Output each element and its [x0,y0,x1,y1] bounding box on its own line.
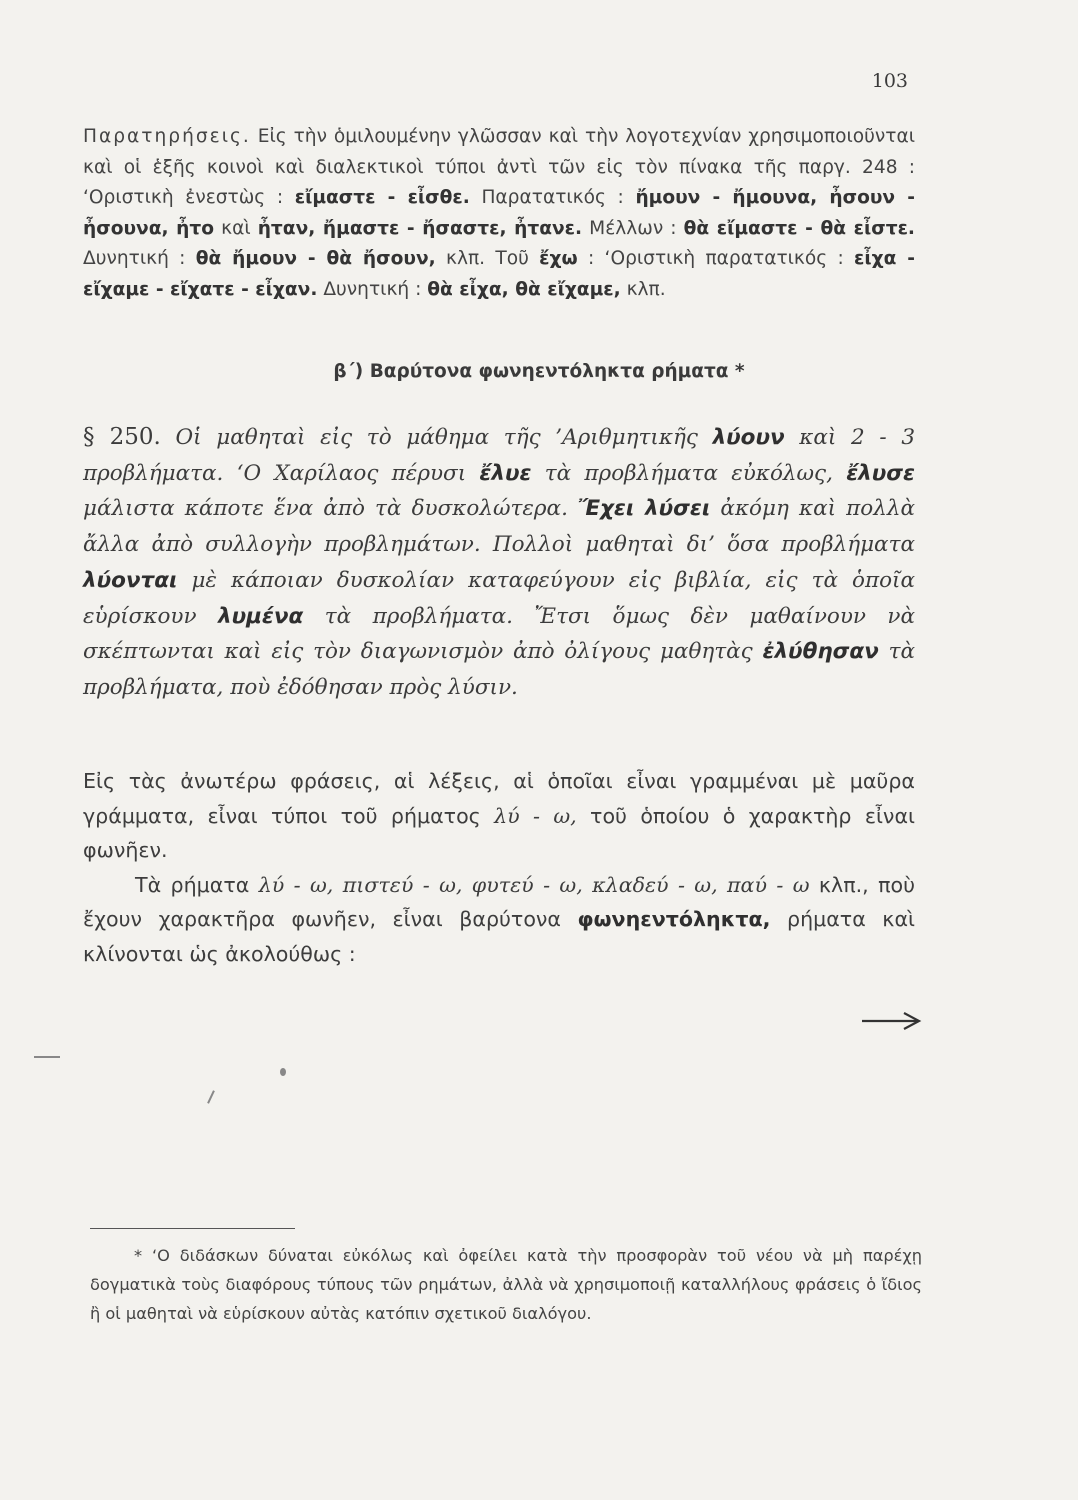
explanation-text: τοῦ ὁποίου ὁ χαρακτὴρ εἶναι φωνῆεν. [83,803,915,862]
verb-example: λύ - ω, [494,803,577,828]
observations-text: Εἰς τὴν ὁμιλουμένην γλῶσσαν καὶ τὴν λογοτεχνίαν χρησιμοποιοῦνται καὶ οἱ ἑξῆς κοινοὶ καὶ διαλεκτικοὶ τύποι ἀντὶ τῶν εἰς τὸν πίνακα τῆς παργ. 248 : ‘Οριστικὴ ἐνεστὼς : [83,126,915,208]
paragraph-text: τὰ προβλήματα. Ἔτσι ὅμως δὲν μαθαίνουν νὰ σκέπτωνται καὶ εἰς τὸν διαγωνισμὸν ἀπὸ ὀλίγους μαθητὰς [83,603,916,665]
bold-form: εἶχα - εἴχαμε - εἴχατε - εἶχαν. [83,248,915,300]
bold-term: φωνηεντόληκτα, [577,907,771,931]
explanation-text: Τὰ ρήματα [135,872,259,897]
bold-form: ἤμουν - ἤμουνα, ἦσουν - ἦσουνα, ἦτο [83,187,915,239]
right-arrow-icon [860,1010,922,1032]
explanation-text: ρήματα καὶ κλίνονται ὡς ἀκολούθως : [83,907,915,966]
verb-form: ἐλύθησαν [762,639,879,665]
observations-text: Μέλλων : [582,217,684,239]
observations-paragraph [83,122,915,305]
observations-text: Παρατατικός : [469,187,636,208]
paragraph-text: μὲ κάποιαν δυσκολίαν καταφεύγουν εἰς βιβλία, εἰς τὰ ὁποῖα εὑρίσκουν [83,567,915,629]
footnote: * ‘Ο διδάσκων δύναται εὐκόλως καὶ ὀφείλει κατὰ τὴν προσφορὰν τοῦ νέου νὰ μὴ παρέχῃ δογματικὰ τοὺς διαφόρους τύπους τῶν ρημάτων, ἀλλὰ νὰ χρησιμοποιῇ καταλλήλους φράσεις ὁ ἴδιος ἢ οἱ μαθηταὶ νὰ εὑρίσκουν αὐτὰς κατόπιν σχετικοῦ διαλόγου. [90,1246,922,1323]
observations-text: Δυνητική : [83,248,196,269]
scan-speck [280,1068,286,1076]
explanation-text: Εἰς τὰς ἀνωτέρω φράσεις, αἱ λέξεις, αἱ ὁποῖαι εἶναι γραμμέναι μὲ μαῦρα γράμματα, εἶναι τύποι τοῦ ρήματος [83,769,915,828]
observations-text: κλπ. [620,278,666,300]
paragraph-text: τὰ προβλήματα, ποὺ ἐδόθησαν πρὸς λύσιν. [83,639,915,700]
paragraph-text: τὰ προβλήματα εὐκόλως, [531,460,847,486]
bold-form: ἦταν, ἤμαστε - ἤσαστε, ἦτανε. [257,217,583,239]
observations-label: Παρατηρήσεις. [83,126,251,147]
bold-form: εἴμαστε - εἶσθε. [294,187,470,208]
section-number: § 250. [83,424,161,450]
verb-form: ἔλυε [479,460,532,486]
observations-text: : ‘Οριστικὴ παρατατικός : [577,248,855,269]
observations-text: Δυνητική : [317,278,428,300]
bold-form: ἔχω [539,248,578,269]
verb-form: λύουν [712,425,785,450]
explanation-block [83,764,915,971]
paragraph-text: Οἱ μαθηταὶ εἰς τὸ μάθημα τῆς ’Αριθμητικῆς [160,425,713,450]
bold-form: θὰ εἴμαστε - θὰ εἶστε. [683,217,915,239]
page-number: 103 [871,70,908,92]
explanation-paragraph-2 [83,868,915,972]
footnote-divider [90,1228,295,1229]
bold-form: θὰ εἶχα, θὰ εἴχαμε, [427,278,621,300]
section-heading: β΄) Βαρύτονα φωνηεντόληκτα ρήματα * [333,361,745,382]
scan-speck [34,1056,60,1058]
observations-text: κλπ. Τοῦ [435,248,540,269]
verb-form: λύονται [83,567,178,593]
section-250-paragraph [83,420,915,706]
observations-text: καὶ [214,217,258,239]
scan-speck [207,1090,215,1104]
paragraph-text: ἀκόμη καὶ πολλὰ ἄλλα ἀπὸ συλλογὴν προβλημάτων. Πολλοὶ μαθηταὶ δι’ ὅσα προβλήματα [83,496,916,558]
bold-form: θὰ ἤμουν - θὰ ἤσουν, [195,248,436,269]
verb-form: Ἔχει λύσει [578,496,711,522]
explanation-paragraph-1 [83,764,915,868]
paragraph-text: μάλιστα κάποτε ἕνα ἀπὸ τὰ δυσκολώτερα. [83,496,579,522]
paragraph-text: καὶ 2 - 3 προβλήματα. ‘Ο Χαρίλαος πέρυσι [83,425,916,486]
explanation-text: κλπ., ποὺ ἔχουν χαρακτῆρα φωνῆεν, εἶναι βαρύτονα [83,872,915,931]
verb-examples: λύ - ω, πιστεύ - ω, φυτεύ - ω, κλαδεύ - ω, παύ - ω [258,872,810,897]
verb-form: ἔλυσε [846,460,915,486]
verb-form: λυμένα [217,603,304,629]
